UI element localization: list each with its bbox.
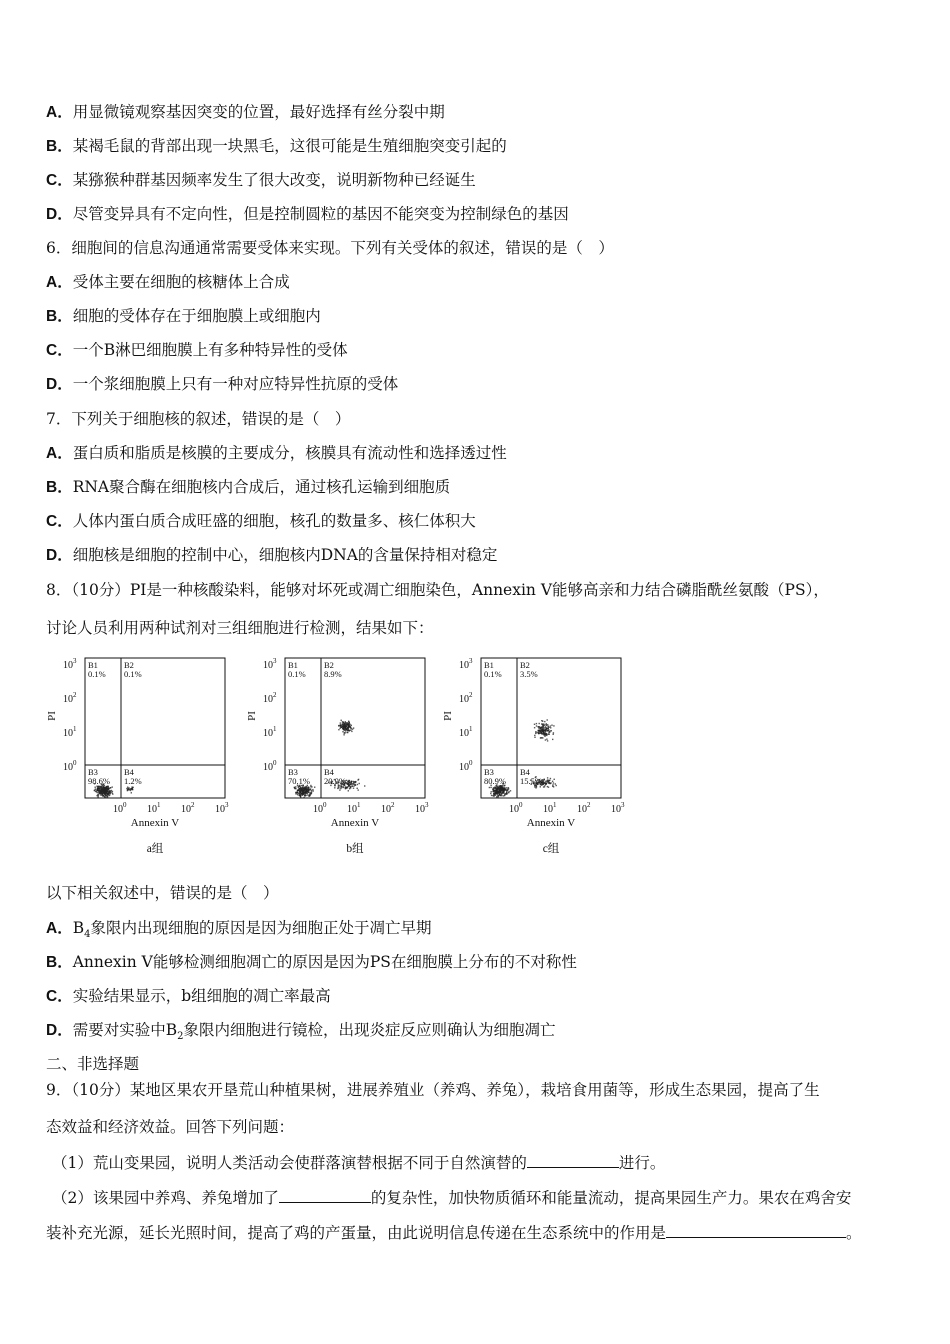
flow-panel-3 [442, 657, 625, 855]
y-tick-label: $10^2$ [63, 691, 77, 705]
q9-part2: （2）该果园中养鸡、养兔增加了 的复杂性，加快物质循环和能量流动，提高果园生产力。果农在鸡舍安 [52, 1186, 851, 1208]
x-tick-label: $10^0$ [113, 801, 127, 815]
y-tick-label: $10^1$ [459, 725, 473, 739]
q8-option-c: C．实验结果显示，b组细胞的凋亡率最高 [46, 987, 331, 1005]
x-axis-label: Annexin V [526, 817, 576, 829]
x-tick-label: $10^2$ [181, 801, 195, 815]
y-tick-label: $10^2$ [263, 691, 277, 705]
quadrant-name-B4: B4 [520, 767, 530, 777]
quadrant-name-B2: B2 [124, 660, 134, 670]
y-axis-label: PI [246, 711, 258, 721]
x-tick-label: $10^0$ [313, 801, 327, 815]
flow-panel-1 [46, 657, 229, 855]
quadrant-pct-B2: 3.5% [520, 669, 538, 679]
quadrant-pct-B1: 0.1% [88, 669, 106, 679]
x-tick-label: $10^2$ [577, 801, 591, 815]
x-tick-label: $10^1$ [147, 801, 161, 815]
quadrant-name-B3: B3 [88, 767, 98, 777]
q5-option-a: A．用显微镜观察基因突变的位置，最好选择有丝分裂中期 [46, 103, 445, 121]
quadrant-name-B4: B4 [324, 767, 334, 777]
y-tick-label: $10^2$ [459, 691, 473, 705]
y-axis-label: PI [442, 711, 454, 721]
scatter-cloud [294, 720, 366, 799]
x-tick-label: $10^3$ [611, 801, 625, 815]
group-label: c组 [542, 843, 560, 855]
q5-option-b: B．某褐毛鼠的背部出现一块黑毛，这很可能是生殖细胞突变引起的 [46, 137, 507, 155]
q6-option-d: D．一个浆细胞膜上只有一种对应特异性抗原的受体 [46, 375, 399, 393]
quadrant-name-B1: B1 [288, 660, 298, 670]
quadrant-name-B2: B2 [520, 660, 530, 670]
y-tick-label: $10^0$ [263, 759, 277, 773]
q7-option-d: D．细胞核是细胞的控制中心，细胞核内DNA的含量保持相对稳定 [46, 546, 498, 564]
quadrant-name-B3: B3 [288, 767, 298, 777]
q8-question: 以下相关叙述中，错误的是（ ） [46, 884, 279, 902]
x-tick-label: $10^2$ [381, 801, 395, 815]
quadrant-pct-B2: 8.9% [324, 669, 342, 679]
q6-option-c: C．一个B淋巴细胞膜上有多种特异性的受体 [46, 341, 348, 359]
q7-option-c: C．人体内蛋白质合成旺盛的细胞，核孔的数量多、核仁体积大 [46, 512, 476, 530]
quadrant-pct-B3: 98.6% [88, 776, 110, 786]
flow-panel-2 [246, 657, 429, 855]
quadrant-pct-B1: 0.1% [288, 669, 306, 679]
quadrant-name-B2: B2 [324, 660, 334, 670]
q8-option-d: D．需要对实验中$B_2$象限内细胞进行镜检，出现炎症反应则确认为细胞凋亡 [46, 1021, 556, 1043]
answer-blank-1[interactable] [527, 1151, 619, 1168]
q5-option-c: C．某猕猴种群基因频率发生了很大改变，说明新物种已经诞生 [46, 171, 476, 189]
x-axis-label: Annexin V [330, 817, 380, 829]
group-label: b组 [346, 843, 364, 855]
quadrant-pct-B4: 1.2% [124, 776, 142, 786]
flow-cytometry-figure [40, 648, 640, 858]
y-tick-label: $10^3$ [459, 657, 473, 671]
q8-stem-line1: 8．（10分）PI是一种核酸染料，能够对坏死或凋亡细胞染色，Annexin V能够高亲和力结合磷脂酰丝氨酸（PS）， [46, 581, 829, 599]
q7-stem: 7．下列关于细胞核的叙述，错误的是（ ） [46, 410, 351, 428]
q9-part1: （1）荒山变果园，说明人类活动会使群落演替根据不同于自然演替的 进行。 [52, 1151, 665, 1173]
x-tick-label: $10^0$ [509, 801, 523, 815]
x-axis-label: Annexin V [130, 817, 180, 829]
x-tick-label: $10^1$ [347, 801, 361, 815]
q9-stem-line1: 9．（10分）某地区果农开垦荒山种植果树，进展养殖业（养鸡、养兔），栽培食用菌等，形成生态果园，提高了生 [46, 1081, 820, 1099]
y-tick-label: $10^3$ [63, 657, 77, 671]
q8-stem-line2: 讨论人员利用两种试剂对三组细胞进行检测，结果如下： [46, 619, 434, 637]
q6-stem: 6．细胞间的信息沟通通常需要受体来实现。下列有关受体的叙述，错误的是（ ） [46, 239, 614, 257]
group-label: a组 [146, 843, 164, 855]
q7-option-b: B．RNA聚合酶在细胞核内合成后，通过核孔运输到细胞质 [46, 478, 451, 496]
answer-blank-3[interactable] [666, 1221, 846, 1238]
quadrant-pct-B3: 80.9% [484, 776, 506, 786]
x-tick-label: $10^3$ [415, 801, 429, 815]
q7-option-a: A．蛋白质和脂质是核膜的主要成分，核膜具有流动性和选择透过性 [46, 444, 507, 462]
q8-option-b: B．Annexin V能够检测细胞凋亡的原因是因为PS在细胞膜上分布的不对称性 [46, 953, 577, 971]
y-tick-label: $10^1$ [263, 725, 277, 739]
x-tick-label: $10^3$ [215, 801, 229, 815]
y-tick-label: $10^0$ [459, 759, 473, 773]
y-tick-label: $10^1$ [63, 725, 77, 739]
quadrant-pct-B2: 0.1% [124, 669, 142, 679]
q8-option-a: A．$B_4$象限内出现细胞的原因是因为细胞正处于凋亡早期 [46, 919, 432, 941]
quadrant-pct-B3: 70.1% [288, 776, 310, 786]
q5-option-d: D．尽管变异具有不定向性，但是控制圆粒的基因不能突变为控制绿色的基因 [46, 205, 569, 223]
quadrant-name-B1: B1 [88, 660, 98, 670]
y-axis-label: PI [46, 711, 58, 721]
quadrant-name-B4: B4 [124, 767, 134, 777]
answer-blank-2[interactable] [279, 1186, 371, 1203]
x-tick-label: $10^1$ [543, 801, 557, 815]
quadrant-pct-B1: 0.1% [484, 669, 502, 679]
q9-stem-line2: 态效益和经济效益。回答下列问题： [46, 1118, 295, 1136]
quadrant-name-B3: B3 [484, 767, 494, 777]
quadrant-pct-B4: 15.5% [520, 776, 542, 786]
q6-option-b: B．细胞的受体存在于细胞膜上或细胞内 [46, 307, 321, 325]
section-title: 二、非选择题 [46, 1055, 140, 1073]
y-tick-label: $10^3$ [263, 657, 277, 671]
quadrant-name-B1: B1 [484, 660, 494, 670]
q9-part3: 装补充光源，延长光照时间，提高了鸡的产蛋量，由此说明信息传递在生态系统中的作用是 。 [46, 1221, 862, 1243]
q6-option-a: A．受体主要在细胞的核糖体上合成 [46, 273, 290, 291]
quadrant-pct-B4: 20.9% [324, 776, 346, 786]
y-tick-label: $10^0$ [63, 759, 77, 773]
